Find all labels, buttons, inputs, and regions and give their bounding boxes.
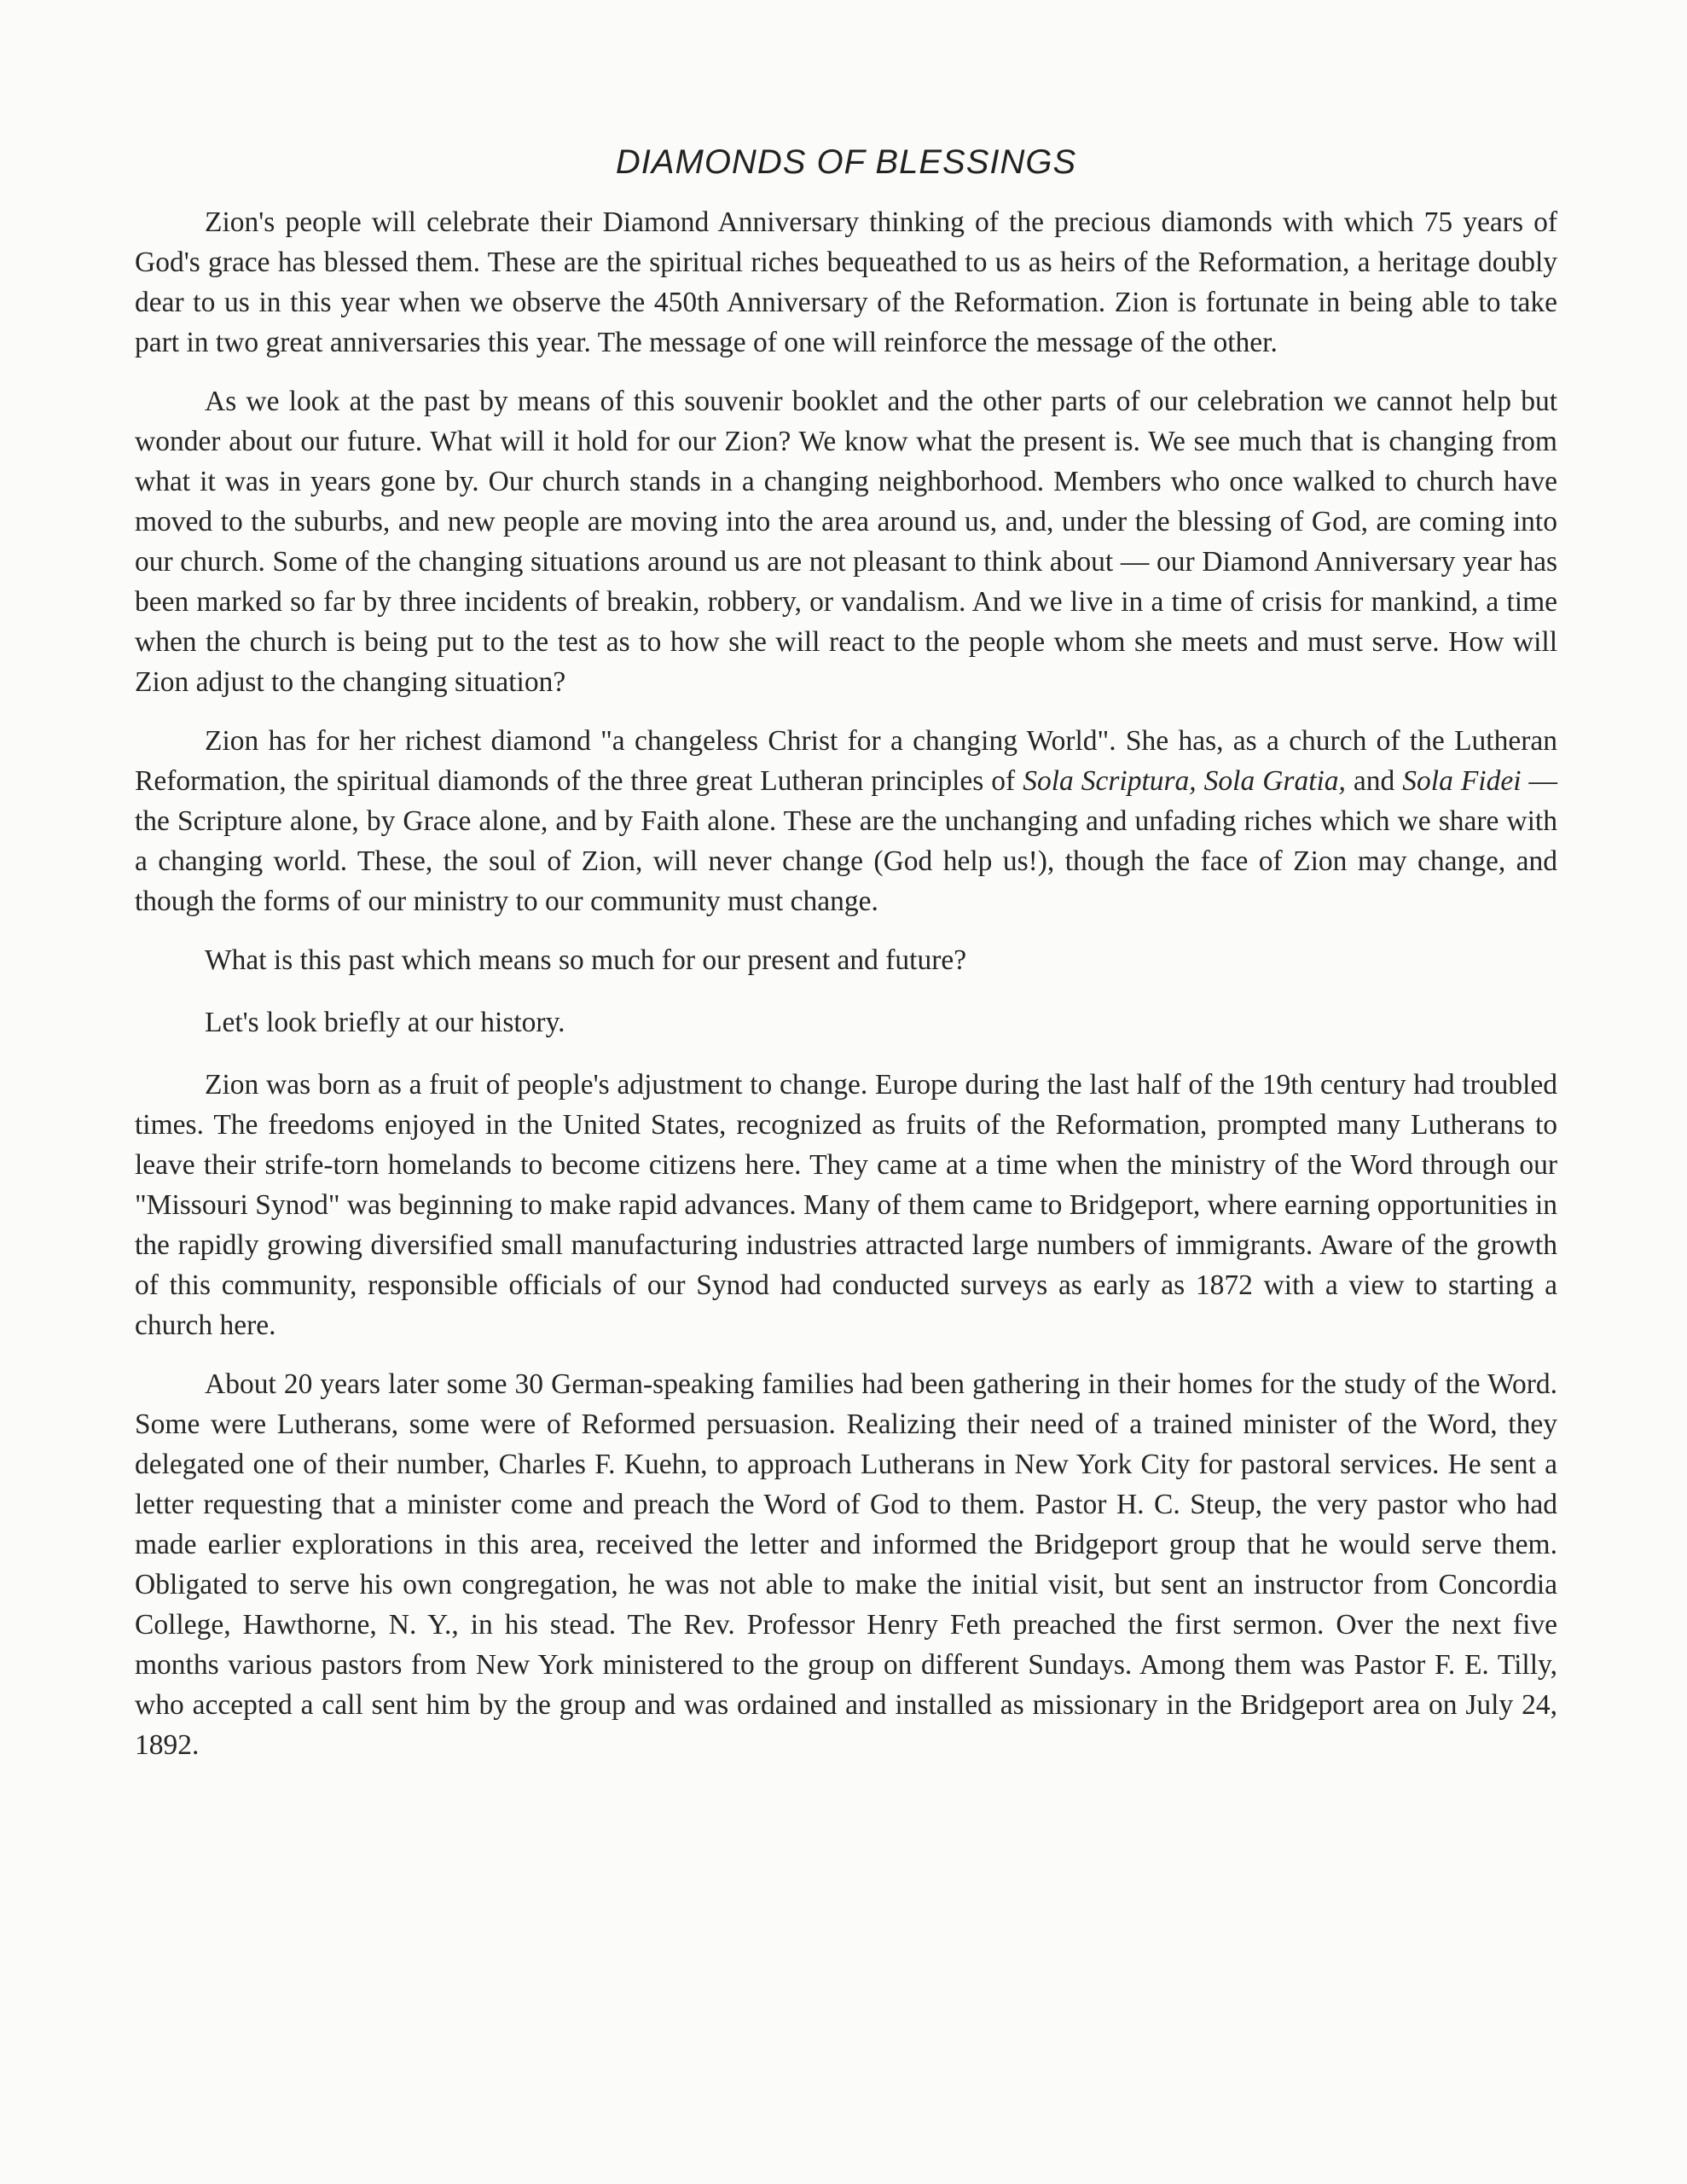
latin-phrase-sola-gratia: Sola Gratia, xyxy=(1203,765,1346,797)
paragraph-text-separator: and xyxy=(1345,765,1403,797)
paragraph-text-part: Zion has for her richest diamond "a changeless Christ for a changing World". She has, as a church of the Lutheran Reformation, the spiritual diamonds of the three great Lutheran principles of xyxy=(135,725,1557,797)
paragraph-text-part: — the Scripture alone, by Grace alone, and by Faith alone. These are the unchanging and unfading riches which we share with a changing world. These, the soul of Zion, will never change (God help us!), though the face of Zion may change, and though the forms of our ministry to our community must change. xyxy=(135,765,1558,917)
latin-phrase-sola-scriptura: Sola Scriptura, xyxy=(1023,765,1197,797)
paragraph-history-intro: Let's look briefly at our history. xyxy=(205,1007,565,1038)
paragraph-text-separator xyxy=(1197,765,1204,797)
paragraph-history-founding: About 20 years later some 30 German-speaking families had been gathering in their homes for the study of the Word. Some were Lutherans, some were of Reformed persuasion. Realizing their need of a trained minister of the Word, they delegated one of their number, Charles F. Kuehn, to approach Lutherans in New York City for pastoral services. He sent a letter requesting that a minister come and preach the Word of God to them. Pastor H. C. Steup, the very pastor who had made earlier explorations in this area, received the letter and informed the Bridgeport group that he would serve them. Obligated to serve his own congregation, he was not able to make the initial visit, but sent an instructor from Concordia College, Hawthorne, N. Y., in his stead. The Rev. Professor Henry Feth preached the first sermon. Over the next five months various pastors from New York ministered to the group on different Sundays. Among them was Pastor F. E. Tilly, who accepted a call sent him by the group and was ordained and installed as missionary in the Bridgeport area on July 24, 1892. xyxy=(135,1368,1557,1761)
page-title: DIAMONDS OF BLESSINGS xyxy=(615,143,1077,181)
latin-phrase-sola-fidei: Sola Fidei xyxy=(1402,765,1522,797)
paragraph-changeless-christ xyxy=(135,721,1557,921)
paragraph-anniversary: Zion's people will celebrate their Diamond Anniversary thinking of the precious diamonds with which 75 years of God's grace has blessed them. These are the spiritual riches bequeathed to us as heirs of the Reformation, a heritage doubly dear to us in this year when we observe the 450th Anniversary of the Reformation. Zion is fortunate in being able to take part in two great anniversaries this year. The message of one will reinforce the message of the other. xyxy=(135,206,1557,358)
paragraph-future: As we look at the past by means of this souvenir booklet and the other parts of our celebration we cannot help but wonder about our future. What will it hold for our Zion? We know what the present is. We see much that is changing from what it was in years gone by. Our church stands in a changing neighborhood. Members who once walked to church have moved to the suburbs, and new people are moving into the area around us, and, under the blessing of God, are coming into our church. Some of the changing situations around us are not pleasant to think about — our Diamond Anniversary year has been marked so far by three incidents of breakin, robbery, or vandalism. And we live in a time of crisis for mankind, a time when the church is being put to the test as to how she will react to the people whom she meets and must serve. How will Zion adjust to the changing situation? xyxy=(135,386,1557,698)
paragraph-question: What is this past which means so much for our present and future? xyxy=(205,944,967,976)
document-page xyxy=(135,128,1557,1784)
paragraph-history-origins: Zion was born as a fruit of people's adjustment to change. Europe during the last half of the 19th century had troubled times. The freedoms enjoyed in the United States, recognized as fruits of the Reformation, prompted many Lutherans to leave their strife-torn homelands to become citizens here. They came at a time when the ministry of the Word through our "Missouri Synod" was beginning to make rapid advances. Many of them came to Bridgeport, where earning opportunities in the rapidly growing diversified small manufacturing industries attracted large numbers of immigrants. Aware of the growth of this community, responsible officials of our Synod had conducted surveys as early as 1872 with a view to starting a church here. xyxy=(135,1069,1557,1341)
